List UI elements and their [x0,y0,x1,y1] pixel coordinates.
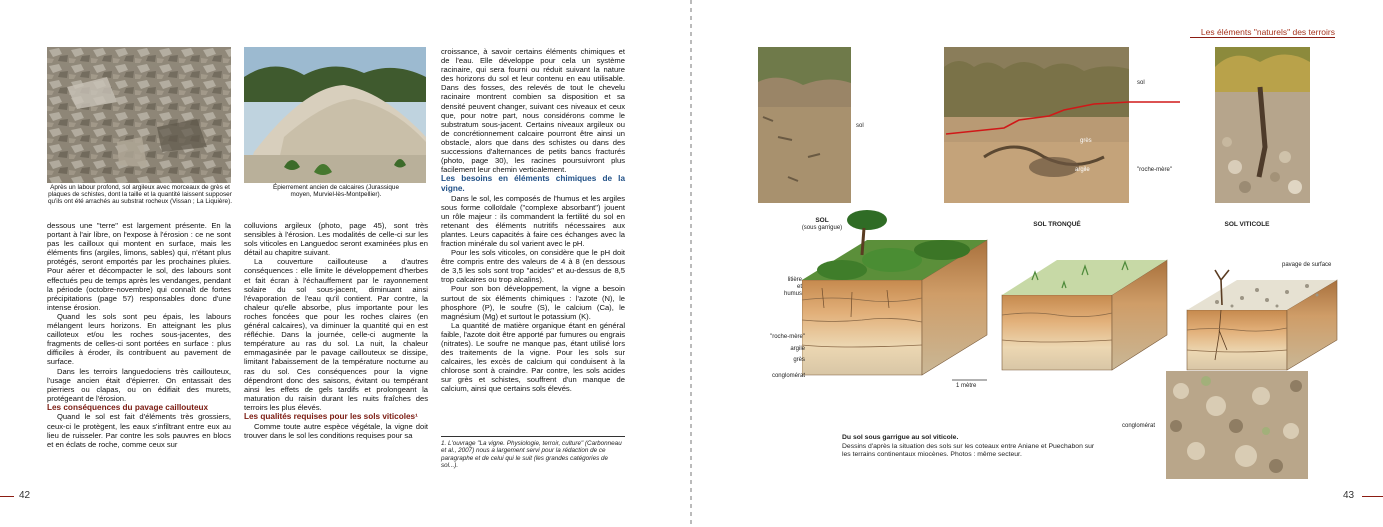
col3-paragraph-1: croissance, à savoir certains éléments chimiques et de l'eau. Elle développe pour cela un système racinaire, qui sera fourni ou réduit suivant la nature des horizons du sol et leur contenu en eau utilisable. Dans des fosses, des relevés de tout le chevelu racinaire montrent combien sa disposition et sa densité peuvent changer, suivant ces niveaux et ceux que, pour notre part, nous considérons comme le substratum sous-jacent. Certains niveaux argileux ou de concrétionnement calcaire pourront être ainsi un obstacle, alors que dans des schistes ou dans des successions d'alternances de petits bancs fracturés (photo, page 30), les racines poursuivront plus facilement leur chemin verticalement. [441,47,625,175]
block-sol-viticole [1187,270,1337,370]
label-argile-diagram: argile [790,346,805,352]
photo-stony-soil-caption: Après un labour profond, sol argileux avec morceaux de grès et plaques de schistes, dont la taille et la quantité laissent supposer qu'ils ont été arrachés au substrat rocheux (Vissan ; La Liquière). [47,184,233,206]
soil-block-diagrams [802,200,1342,390]
running-head-rule [1190,37,1335,38]
left-bottom-rule [0,496,14,497]
label-litiere: litière et humus [784,277,803,297]
text-column-3 [441,47,625,394]
col1-paragraph-4: Quand le sol est fait d'éléments très grossiers, ceux-ci le protègent, les eaux s'infiltrant entre eux au lieu de ruisseler. Par contre les sols pauvres en blocs et en éclats de roche, comme ceux sur [47,412,231,449]
footnote: 1. L'ouvrage "La vigne. Physiologie, terroir, culture" (Carbonneau et al., 2007) nous a largement servi pour la rédaction de ce paragraphe et de celui qui le suit (les grandes catégories de sol...). [441,440,622,469]
col3-paragraph-2: Dans le sol, les composés de l'humus et les argiles sous forme colloïdale ("complexe absorbant") jouent un rôle majeur : ils commandent la fertilité du sol en retenant des éléments nutritifs nécessaires aux plantes. Leurs capacités à faire ces échanges avec la fraction minérale du sol varient avec le pH. [441,193,625,248]
label-sol-left: sol [856,123,864,129]
label-conglomerat-photo: conglomérat [1122,423,1156,429]
label-roche-mere-diagram: "roche-mère" [770,334,805,340]
photo-vine-pebbles [1215,47,1310,203]
photo-stony-soil [47,47,231,183]
photo-stony-soil-image [47,47,231,183]
running-head: Les éléments "naturels" des terroirs [1200,27,1335,37]
text-column-1 [47,221,231,449]
label-scale: 1 mètre [956,383,977,389]
label-gres: grès [1080,138,1092,144]
diagram-title-sol: SOL [815,217,829,224]
label-conglomerat-diagram: conglomérat [771,373,805,379]
col2-paragraph-1: colluvions argileux (photo, page 45), sont très sensibles à l'érosion. Les modalités de celle-ci sur les sols viticoles en Languedoc seront examinées plus en détail au chapitre suivant. [244,221,428,258]
diagram-title-sol-viticole: SOL VITICOLE [1224,221,1270,228]
photo-stone-pile [244,47,426,183]
col3-paragraph-5: La quantité de matière organique étant en général faible, l'azote doit être apporté par fumures ou engrais (nitrates). Le soufre ne manque pas, étant utilisé lors des traitements de la vigne. Pour les sols sur calcaires, les excès de calcium qui conduisent à la chlorose sont à craindre. Par contre, les sols acides sur grès et schistes, souffrent d'un manque de calcium, ainsi que certains sols élevés. [441,320,625,394]
figure-legend-title: Du sol sous garrigue au sol viticole. [842,434,959,441]
photo-conglomerate-image [1166,371,1308,479]
page-number-left: 42 [19,490,31,501]
footnote-rule [441,436,625,437]
label-pavage: pavage de surface [1282,262,1332,268]
label-gres-diagram: grès [793,357,805,363]
figure-legend [842,434,1102,460]
photo-vine-pebbles-image [1215,47,1310,203]
col2-paragraph-2: La couverture caillouteuse a d'autres conséquences : elle limite le développement d'herbes et fait écran à l'échauffement par le rayonnement solaire du sol sous-jacent, diminuant ainsi l'évaporation de l'eau qu'il contient. Par contre, la chaleur qu'elle absorbe, plus importante pour les roches foncées que pour les roches claires (en général calcaires), va diminuer la quantité qui en est réfléchie. Dans la journée, celle-ci augmente la température au ras du sol. La nuit, la chaleur emmagasinée par le pavage caillouteux se dissipe, limitant l'abaissement de la température nocturne au ras du sol. Ces conséquences pour la vigne dépendront donc des saisons, évitant ou tempérant ainsi les effets de gels tardifs et prolongeant la maturation du raisin durant les nuits fraîches des terroirs les plus élevés. [244,257,428,412]
label-argile: argile [1075,167,1090,173]
diagram-title-sol-tronque: SOL TRONQUÉ [1033,221,1081,228]
col2-paragraph-3: Comme toute autre espèce végétale, la vigne doit trouver dans le sol les conditions requises pour sa [244,421,428,440]
col3-paragraph-3: Pour les sols viticoles, on considère que le pH doit être compris entre des valeurs de 4 à 8 (en dessous de 3,5 les sols sont trop "acides" et au-dessus de 8,5 trop calcaires ou trop alcalins). [441,248,625,285]
photo-stone-pile-caption: Épierrement ancien de calcaires (Jurassique moyen, Murviel-lès-Montpellier). [272,184,400,199]
block-sol-tronque [1002,260,1167,370]
right-bottom-rule [1362,496,1383,497]
diagram-subtitle-sol: (sous garrigue) [801,225,843,231]
col1-paragraph-1: dessous une "terre" est largement présente. En la portant à l'air libre, on l'expose à l'érosion : ce ne sont pas les cailloux qui montent en surface, mais les éléments fins (argiles, limons, sables) qui, n'étant plus protégés, seront emportés par les prochaines pluies. Pour aérer et décompacter le sol, des labours sont effectués peu de temps après les vendanges, pendant la période (octobre-novembre) qui connaît de fortes précipitations (page 57) responsables donc d'une intense érosion. [47,221,231,312]
label-sol-middle: sol [1137,80,1145,86]
col1-paragraph-2: Quand les sols sont peu épais, les labours mélangent leurs horizons. En atteignant les plus cailloteux et/ou les roches sous-jacentes, des fragments de celles-ci sont portées en surface : plus difficiles à éroder, ils contribuent au pavement de surface. [47,311,231,367]
right-page [692,0,1383,527]
figure-legend-text: Dessins d'après la situation des sols sur les coteaux entre Aniane et Puechabon sur les terrains continentaux miocènes. Photos : même secteur. [842,442,1095,459]
photo-stone-pile-image [244,47,426,183]
label-roche-mere-photo: "roche-mère" [1137,167,1172,173]
col3-paragraph-4: Pour son bon développement, la vigne a besoin surtout de six éléments chimiques : l'azote (N), le phosphore (P), le soufre (S), le calcium (Ca), le magnésium (Mg) et surtout le potassium (K). [441,284,625,321]
block-sol-garrigue [802,210,987,375]
photo-soil-profile-left [758,47,851,203]
col2-heading: Les qualités requises pour les sols viticoles¹ [244,411,418,421]
page-number-right: 43 [1343,490,1355,501]
col1-paragraph-3: Dans les terroirs languedociens très caillouteux, l'usage ancien était d'épierrer. On entassait des pierriers ou clapas, ou on édifiait des murets, protégeant de l'érosion. [47,366,231,403]
photo-conglomerate [1166,371,1308,479]
text-column-2 [244,221,428,440]
col1-heading: Les conséquences du pavage caillouteux [47,402,209,412]
photo-soil-profile-left-image [758,47,851,203]
col3-heading: Les besoins en éléments chimiques de la vigne. [441,174,625,193]
soil-boundary-line [944,90,1180,140]
left-page [0,0,690,527]
